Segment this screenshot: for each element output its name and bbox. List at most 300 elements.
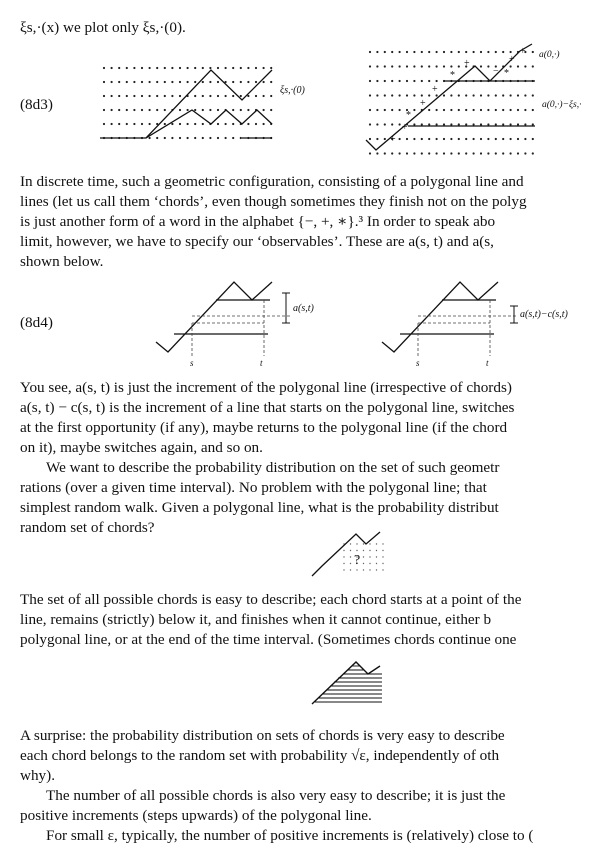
- grid-dot: [356, 550, 357, 551]
- grid-dot: [194, 123, 196, 125]
- grid-dot: [495, 123, 497, 125]
- grid-dot: [391, 152, 393, 154]
- grid-dot: [399, 109, 401, 111]
- grid-dot: [450, 51, 452, 53]
- grid-dot: [428, 80, 430, 82]
- grid-dot: [350, 550, 351, 551]
- grid-dot: [247, 67, 249, 69]
- grid-dot: [421, 138, 423, 140]
- grid-dot: [510, 152, 512, 154]
- svg-text:+: +: [402, 122, 408, 133]
- grid-dot: [255, 95, 257, 97]
- grid-dot: [382, 569, 383, 570]
- label-t: t: [486, 358, 489, 368]
- grid-dot: [350, 543, 351, 544]
- grid-dot: [126, 109, 128, 111]
- grid-dot: [263, 95, 265, 97]
- grid-dot: [413, 80, 415, 82]
- polygonal-line: [100, 70, 272, 138]
- grid-dot: [384, 109, 386, 111]
- grid-dot: [458, 152, 460, 154]
- grid-dot: [126, 81, 128, 83]
- grid-dot: [187, 81, 189, 83]
- grid-dot: [391, 94, 393, 96]
- grid-dot: [156, 95, 158, 97]
- grid-dot: [376, 152, 378, 154]
- grid-dot: [350, 563, 351, 564]
- label-a: a(s,t): [293, 303, 314, 314]
- grid-dot: [376, 550, 377, 551]
- para1-line-2: lines (let us call them ‘chords’, even though sometimes they finish not on the polyg: [20, 193, 527, 210]
- grid-dot: [487, 152, 489, 154]
- grid-dot: [240, 95, 242, 97]
- grid-dot: [240, 137, 242, 139]
- para5-line-3: why).: [20, 767, 56, 784]
- grid-dot: [458, 65, 460, 67]
- grid-dot: [118, 123, 120, 125]
- figure-8d4-right: [378, 276, 595, 370]
- grid-dot: [209, 81, 211, 83]
- grid-dot: [473, 123, 475, 125]
- grid-dot: [532, 152, 534, 154]
- svg-text:+: +: [509, 54, 515, 65]
- para1-line-3: is just another form of a word in the alphabet {−, +, ∗}.³ In order to speak abo: [20, 213, 496, 230]
- grid-dot: [111, 81, 113, 83]
- grid-dot: [247, 109, 249, 111]
- grid-dot: [363, 569, 364, 570]
- grid-dot: [517, 109, 519, 111]
- grid-dot: [149, 67, 151, 69]
- grid-dot: [232, 67, 234, 69]
- grid-dot: [156, 81, 158, 83]
- grid-dot: [406, 138, 408, 140]
- grid-dot: [406, 65, 408, 67]
- polygonal-line: [156, 282, 272, 352]
- grid-dot: [384, 152, 386, 154]
- grid-dot: [187, 137, 189, 139]
- grid-dot: [413, 152, 415, 154]
- grid-dot: [363, 550, 364, 551]
- grid-dot: [103, 123, 105, 125]
- grid-dot: [255, 123, 257, 125]
- grid-dot: [480, 123, 482, 125]
- grid-dot: [428, 123, 430, 125]
- grid-dot: [382, 543, 383, 544]
- grid-dot: [369, 550, 370, 551]
- grid-dot: [399, 152, 401, 154]
- grid-dot: [376, 94, 378, 96]
- grid-dot: [194, 137, 196, 139]
- dot-grid: [343, 543, 383, 570]
- grid-dot: [436, 123, 438, 125]
- grid-dot: [232, 81, 234, 83]
- figure-8d3-right: [362, 44, 595, 160]
- para2-line-1: You see, a(s, t) is just the increment of the polygonal line (irrespective of chords): [20, 379, 512, 396]
- grid-dot: [382, 550, 383, 551]
- grid-dot: [164, 123, 166, 125]
- grid-dot: [164, 95, 166, 97]
- grid-dot: [480, 152, 482, 154]
- grid-dot: [369, 109, 371, 111]
- grid-dot: [421, 123, 423, 125]
- grid-dot: [399, 123, 401, 125]
- grid-dot: [487, 94, 489, 96]
- grid-dot: [399, 138, 401, 140]
- grid-dot: [406, 80, 408, 82]
- grid-dot: [384, 80, 386, 82]
- grid-dot: [399, 94, 401, 96]
- grid-dot: [111, 95, 113, 97]
- grid-dot: [391, 123, 393, 125]
- grid-dot: [413, 138, 415, 140]
- grid-dot: [458, 109, 460, 111]
- grid-dot: [369, 94, 371, 96]
- grid-dot: [247, 123, 249, 125]
- grid-dot: [436, 51, 438, 53]
- grid-dot: [473, 109, 475, 111]
- grid-dot: [458, 51, 460, 53]
- grid-dot: [133, 95, 135, 97]
- figure-all-chords: [308, 658, 388, 708]
- grid-dot: [133, 81, 135, 83]
- para1-line-5: shown below.: [20, 253, 104, 270]
- grid-dot: [384, 51, 386, 53]
- grid-dot: [232, 95, 234, 97]
- grid-dot: [171, 67, 173, 69]
- grid-dot: [524, 94, 526, 96]
- grid-dot: [171, 81, 173, 83]
- para1-line-4: limit, however, we have to specify our ‘observables’. These are a(s, t) and a(s,: [20, 233, 494, 250]
- grid-dot: [406, 94, 408, 96]
- grid-dot: [217, 137, 219, 139]
- grid-dot: [194, 81, 196, 83]
- grid-dot: [487, 138, 489, 140]
- grid-dot: [356, 569, 357, 570]
- grid-dot: [149, 95, 151, 97]
- grid-dot: [156, 137, 158, 139]
- grid-dot: [202, 67, 204, 69]
- grid-dot: [413, 51, 415, 53]
- grid-dot: [209, 95, 211, 97]
- minus-mark: −: [493, 66, 499, 77]
- grid-dot: [164, 67, 166, 69]
- para4-line-3: polygonal line, or at the end of the time interval. (Sometimes chords continue one: [20, 631, 517, 648]
- grid-dot: [391, 65, 393, 67]
- grid-dot: [369, 152, 371, 154]
- grid-dot: [376, 563, 377, 564]
- grid-dot: [369, 543, 370, 544]
- grid-dot: [421, 152, 423, 154]
- grid-dot: [369, 65, 371, 67]
- grid-dot: [187, 123, 189, 125]
- grid-dot: [164, 81, 166, 83]
- grid-dot: [263, 109, 265, 111]
- svg-text:+: +: [420, 98, 426, 109]
- grid-dot: [141, 81, 143, 83]
- grid-dot: [428, 109, 430, 111]
- grid-dot: [391, 109, 393, 111]
- grid-dot: [428, 94, 430, 96]
- grid-dot: [141, 67, 143, 69]
- grid-dot: [149, 81, 151, 83]
- svg-text:+: +: [432, 84, 438, 95]
- grid-dot: [232, 109, 234, 111]
- grid-dot: [270, 95, 272, 97]
- grid-dot: [473, 51, 475, 53]
- grid-dot: [406, 152, 408, 154]
- grid-dot: [202, 137, 204, 139]
- figure-question: [308, 530, 388, 580]
- grid-dot: [450, 109, 452, 111]
- grid-dot: [343, 550, 344, 551]
- grid-dot: [443, 138, 445, 140]
- grid-dot: [209, 109, 211, 111]
- grid-dot: [532, 65, 534, 67]
- grid-dot: [450, 65, 452, 67]
- grid-dot: [443, 65, 445, 67]
- grid-dot: [443, 123, 445, 125]
- grid-dot: [111, 123, 113, 125]
- grid-dot: [350, 569, 351, 570]
- grid-dot: [356, 543, 357, 544]
- label-s: s: [190, 358, 194, 368]
- grid-dot: [111, 109, 113, 111]
- label-a-minus-c: a(s,t)−c(s,t): [520, 309, 568, 320]
- grid-dot: [382, 563, 383, 564]
- grid-dot: [103, 109, 105, 111]
- grid-dot: [103, 95, 105, 97]
- grid-dot: [436, 80, 438, 82]
- grid-dot: [179, 81, 181, 83]
- grid-dot: [149, 109, 151, 111]
- grid-dot: [171, 137, 173, 139]
- grid-dot: [532, 138, 534, 140]
- grid-dot: [473, 138, 475, 140]
- label-s: s: [416, 358, 420, 368]
- svg-text:+: +: [464, 58, 470, 69]
- grid-dot: [532, 94, 534, 96]
- grid-dot: [384, 94, 386, 96]
- grid-dot: [225, 137, 227, 139]
- figure-8d4-left: [152, 276, 332, 370]
- grid-dot: [524, 65, 526, 67]
- grid-dot: [428, 152, 430, 154]
- equation-label-8d4: (8d4): [20, 314, 53, 331]
- grid-dot: [363, 543, 364, 544]
- grid-dot: [510, 51, 512, 53]
- grid-dot: [103, 81, 105, 83]
- grid-dot: [179, 109, 181, 111]
- grid-dot: [517, 65, 519, 67]
- grid-dot: [133, 67, 135, 69]
- grid-dot: [149, 123, 151, 125]
- grid-dot: [171, 123, 173, 125]
- grid-dot: [376, 51, 378, 53]
- grid-dot: [217, 67, 219, 69]
- grid-dot: [225, 123, 227, 125]
- grid-dot: [450, 152, 452, 154]
- grid-dot: [194, 67, 196, 69]
- grid-dot: [209, 137, 211, 139]
- grid-dot: [458, 138, 460, 140]
- grid-dot: [421, 51, 423, 53]
- grid-dot: [502, 152, 504, 154]
- grid-dot: [450, 94, 452, 96]
- grid-dot: [164, 137, 166, 139]
- grid-dot: [399, 51, 401, 53]
- grid-dot: [202, 123, 204, 125]
- grid-dot: [487, 109, 489, 111]
- grid-dot: [517, 138, 519, 140]
- svg-text:+: +: [390, 134, 396, 145]
- grid-dot: [510, 109, 512, 111]
- grid-dot: [194, 95, 196, 97]
- grid-dot: [510, 65, 512, 67]
- grid-dot: [391, 80, 393, 82]
- grid-dot: [487, 65, 489, 67]
- grid-dot: [510, 138, 512, 140]
- grid-dot: [450, 123, 452, 125]
- label-a0-minus-xi: a(0,·)−ξs,·: [542, 100, 582, 110]
- grid-dot: [187, 67, 189, 69]
- grid-dot: [376, 543, 377, 544]
- svg-text:+: +: [520, 46, 526, 57]
- grid-dot: [179, 123, 181, 125]
- grid-dot: [111, 67, 113, 69]
- grid-dot: [465, 138, 467, 140]
- para6-line-2: positive increments (steps upwards) of the polygonal line.: [20, 807, 372, 824]
- grid-dot: [443, 94, 445, 96]
- grid-dot: [458, 94, 460, 96]
- grid-dot: [369, 556, 370, 557]
- grid-dot: [384, 65, 386, 67]
- grid-dot: [141, 123, 143, 125]
- grid-dot: [473, 94, 475, 96]
- grid-dot: [225, 67, 227, 69]
- grid-dot: [179, 137, 181, 139]
- grid-dot: [263, 67, 265, 69]
- grid-dot: [376, 556, 377, 557]
- grid-dot: [369, 123, 371, 125]
- grid-dot: [232, 123, 234, 125]
- grid-dot: [406, 51, 408, 53]
- grid-dot: [495, 51, 497, 53]
- grid-dot: [376, 80, 378, 82]
- grid-dot: [149, 137, 151, 139]
- grid-dot: [517, 152, 519, 154]
- grid-dot: [428, 65, 430, 67]
- grid-dot: [202, 109, 204, 111]
- grid-dot: [217, 109, 219, 111]
- grid-dot: [510, 123, 512, 125]
- grid-dot: [465, 109, 467, 111]
- grid-dot: [363, 556, 364, 557]
- grid-dot: [376, 138, 378, 140]
- grid-dot: [171, 95, 173, 97]
- grid-dot: [399, 80, 401, 82]
- dot-grid: [103, 67, 272, 139]
- grid-dot: [350, 556, 351, 557]
- grid-dot: [343, 569, 344, 570]
- grid-dot: [369, 80, 371, 82]
- grid-dot: [240, 109, 242, 111]
- grid-dot: [369, 51, 371, 53]
- grid-dot: [413, 65, 415, 67]
- grid-dot: [465, 123, 467, 125]
- grid-dot: [225, 95, 227, 97]
- grid-dot: [247, 81, 249, 83]
- grid-dot: [421, 80, 423, 82]
- grid-dot: [524, 123, 526, 125]
- grid-dot: [232, 137, 234, 139]
- grid-dot: [376, 123, 378, 125]
- grid-dot: [502, 109, 504, 111]
- svg-text:*: *: [406, 110, 411, 121]
- grid-dot: [524, 109, 526, 111]
- grid-dot: [480, 109, 482, 111]
- grid-dot: [187, 109, 189, 111]
- grid-dot: [179, 95, 181, 97]
- grid-dot: [510, 94, 512, 96]
- grid-dot: [270, 81, 272, 83]
- grid-dot: [179, 67, 181, 69]
- grid-dot: [524, 138, 526, 140]
- grid-dot: [502, 138, 504, 140]
- grid-dot: [473, 152, 475, 154]
- label-xi: ξs,·(0): [280, 85, 305, 96]
- grid-dot: [443, 152, 445, 154]
- grid-dot: [502, 51, 504, 53]
- grid-dot: [382, 556, 383, 557]
- grid-dot: [369, 569, 370, 570]
- grid-dot: [194, 109, 196, 111]
- para3-line-1: We want to describe the probability distribution on the set of such geometr: [46, 459, 500, 476]
- grid-dot: [384, 123, 386, 125]
- para6-line-1: The number of all possible chords is also very easy to describe; it is just the: [46, 787, 506, 804]
- para3-line-3: simplest random walk. Given a polygonal line, what is the probability distribut: [20, 499, 499, 516]
- grid-dot: [263, 123, 265, 125]
- grid-dot: [436, 138, 438, 140]
- grid-dot: [495, 138, 497, 140]
- para2-line-2: a(s, t) − c(s, t) is the increment of a line that starts on the polygonal line, switches: [20, 399, 515, 416]
- grid-dot: [270, 67, 272, 69]
- grid-dot: [480, 51, 482, 53]
- grid-dot: [428, 51, 430, 53]
- para1-line-1: In discrete time, such a geometric configuration, consisting of a polygonal line and: [20, 173, 524, 190]
- grid-dot: [156, 67, 158, 69]
- grid-dot: [263, 81, 265, 83]
- grid-dot: [376, 109, 378, 111]
- grid-dot: [217, 95, 219, 97]
- para2-line-3: at the first opportunity (if any), maybe returns to the polygonal line (if the chord: [20, 419, 508, 436]
- grid-dot: [255, 81, 257, 83]
- grid-dot: [164, 109, 166, 111]
- grid-dot: [391, 51, 393, 53]
- grid-dot: [436, 109, 438, 111]
- grid-dot: [524, 152, 526, 154]
- para3-line-4: random set of chords?: [20, 519, 155, 536]
- para5-line-1: A surprise: the probability distribution on sets of chords is very easy to describe: [20, 727, 505, 744]
- grid-dot: [480, 138, 482, 140]
- para3-line-2: rations (over a given time interval). No problem with the polygonal line; that: [20, 479, 487, 496]
- grid-dot: [532, 51, 534, 53]
- para2-line-4: on it), maybe switches again, and so on.: [20, 439, 263, 456]
- para5-line-2: each chord belongs to the random set with probability √ε, independently of oth: [20, 747, 500, 764]
- grid-dot: [343, 556, 344, 557]
- grid-dot: [126, 95, 128, 97]
- grid-dot: [384, 138, 386, 140]
- grid-dot: [502, 123, 504, 125]
